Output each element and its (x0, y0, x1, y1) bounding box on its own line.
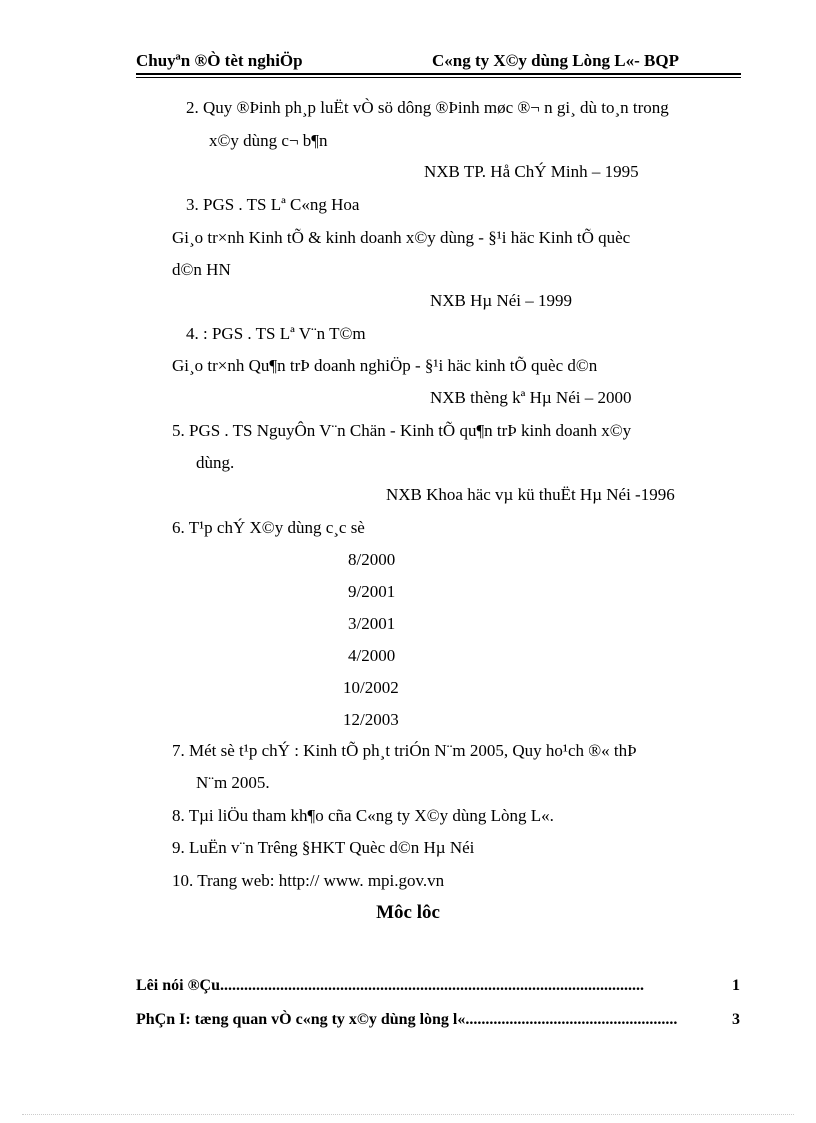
header-rule-thin (136, 77, 741, 78)
reference-6-issue: 3/2001 (348, 614, 396, 633)
page-bottom-border (22, 1114, 794, 1115)
toc-title: Môc lôc (376, 902, 440, 923)
reference-9: 9. LuËn v¨n Trêng §HKT Quèc d©n Hµ Néi (172, 838, 475, 857)
reference-7-line2: N¨m 2005. (196, 773, 270, 792)
reference-3-line3: d©n HN (172, 260, 231, 279)
toc-entry-label: Lêi nói ®Çu (136, 977, 220, 994)
reference-3-line2: Gi¸o tr×nh Kinh tÕ & kinh doanh x©y dùng - §¹i häc Kinh tÕ quèc (172, 228, 631, 247)
reference-5-publisher: NXB Khoa häc vµ kü thuËt Hµ Néi -1996 (386, 485, 675, 504)
reference-4-line1: 4. : PGS . TS Lª V¨n T©m (186, 324, 366, 343)
toc-entry-label: PhÇn I: tæng quan vÒ c«ng ty x©y dùng lòng l« (136, 1011, 466, 1028)
reference-10: 10. Trang web: http:// www. mpi.gov.vn (172, 871, 445, 890)
reference-6-issue: 10/2002 (343, 678, 399, 697)
reference-5-line2: dùng. (196, 453, 235, 472)
reference-4-line2: Gi¸o tr×nh Qu¶n trÞ doanh nghiÖp - §¹i häc kinh tÕ quèc d©n (172, 356, 598, 375)
toc-entry-page: 1 (732, 977, 740, 994)
toc-entry-page: 3 (732, 1011, 740, 1028)
reference-7-line1: 7. Mét sè t¹p chÝ : Kinh tÕ ph¸t triÓn N¨m 2005, Quy ho¹ch ®« thÞ (172, 741, 637, 760)
toc-entry[interactable] (136, 977, 740, 995)
reference-6-line1: 6. T¹p chÝ X©y dùng c¸c sè (172, 518, 365, 537)
reference-2-line2: x©y dùng c¬ b¶n (209, 131, 328, 150)
reference-2-publisher: NXB TP. Hå ChÝ Minh – 1995 (424, 162, 639, 181)
reference-3-line1: 3. PGS . TS Lª C«ng Hoa (186, 195, 360, 214)
reference-6-issue: 8/2000 (348, 550, 396, 569)
reference-3-publisher: NXB Hµ Néi – 1999 (430, 291, 573, 310)
header-right: C«ng ty X©y dùng Lòng L«- BQP (432, 51, 679, 70)
toc-entry-dots: ..................................................... (465, 1011, 678, 1028)
header-left: Chuyªn ®Ò tèt nghiÖp (136, 51, 303, 70)
reference-5-line1: 5. PGS . TS NguyÔn V¨n Chän - Kinh tÕ qu¶n trÞ kinh doanh x©y (172, 421, 632, 440)
reference-8: 8. Tµi liÖu tham kh¶o cña C«ng ty X©y dùng Lòng L«. (172, 806, 554, 825)
toc-entry[interactable] (136, 1011, 740, 1029)
reference-4-publisher: NXB thèng kª Hµ Néi – 2000 (430, 388, 632, 407)
header-rule-thick (136, 73, 741, 75)
reference-2-line1: 2. Quy ®Þinh ph¸p luËt vÒ sö dông ®Þinh møc ®¬ n gi¸ dù to¸n trong (186, 98, 669, 117)
reference-6-issue: 4/2000 (348, 646, 396, 665)
toc-entry-dots: .......................................................................................................... (219, 977, 644, 994)
reference-6-issue: 12/2003 (343, 710, 399, 729)
reference-6-issue: 9/2001 (348, 582, 396, 601)
